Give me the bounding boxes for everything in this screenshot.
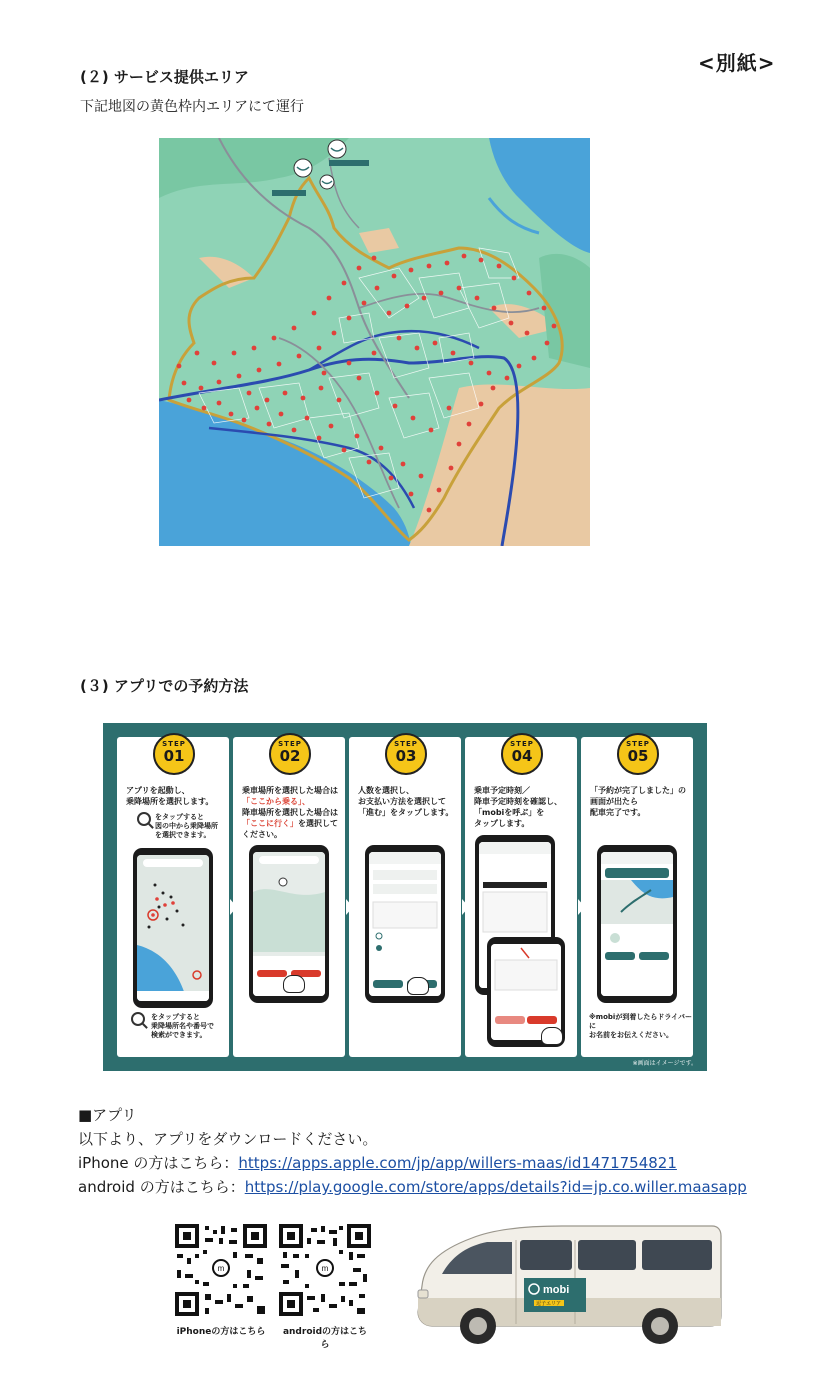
android-qr-code[interactable] (279, 1224, 371, 1316)
step-number: 03 (395, 747, 417, 765)
svg-text:m: m (217, 1264, 225, 1273)
betsushi-label: <別紙> (698, 51, 776, 75)
android-qr-block (279, 1224, 375, 1350)
step-number: 01 (163, 747, 185, 765)
step-badge-3 (385, 733, 427, 775)
tap-hand-icon (541, 1027, 563, 1045)
step-label: STEP (626, 740, 650, 748)
section3-title: (３) アプリでの予約方法 (80, 677, 249, 695)
iphone-prefix: iPhone の方はこちら： (78, 1154, 239, 1172)
step-badge-2 (269, 733, 311, 775)
van-sub-text: 逗子エリア (536, 1301, 562, 1307)
map-pin-icon (137, 812, 151, 826)
step-3-text: 人数を選択し、 お支払い方法を選択して 「進む」をタップします。 (358, 786, 454, 817)
step-label: STEP (162, 740, 186, 748)
step-1-note-top: をタップすると 図の中から乗降場所 を選択できます。 (155, 813, 218, 839)
step-card-1 (117, 737, 229, 1057)
step-badge-5 (617, 733, 659, 775)
step-badge-1 (153, 733, 195, 775)
step-card-2 (233, 737, 345, 1057)
app-download-line: 以下より、アプリをダウンロードください。 (78, 1130, 378, 1148)
android-app-link[interactable]: https://play.google.com/store/apps/details?id=jp.co.willer.maasapp (244, 1178, 747, 1196)
section2-description: 下記地図の黄色枠内エリアにて運行 (80, 99, 304, 115)
service-area-map (159, 138, 590, 546)
step-1-phone (133, 848, 213, 1008)
iphone-qr-block (175, 1224, 271, 1337)
iphone-qr-caption: iPhoneの方はこちら (176, 1327, 266, 1337)
step-2-text-5: を選択して ください。 (242, 819, 338, 839)
mobi-van-image (412, 1216, 724, 1348)
section2-title: (２) サービス提供エリア (80, 68, 249, 86)
step-4-text: 乗車予定時刻／ 降車予定時刻を確認し、 「mobiを呼ぶ」を タップします。 (474, 786, 562, 828)
step-1-text: アプリを起動し、 乗降場所を選択します。 (126, 786, 214, 806)
iphone-line (78, 1151, 747, 1175)
step-label: STEP (510, 740, 534, 748)
search-icon (131, 1012, 145, 1026)
tap-hand-icon (283, 975, 305, 993)
step-2-text-3: 降車場所を選択した場合は (242, 808, 338, 817)
app-heading: ■アプリ (78, 1106, 137, 1124)
step-5-note-bottom: ※mobiが到着したらドライバーに お名前をお伝えください。 (589, 1013, 692, 1039)
iphone-app-link[interactable]: https://apps.apple.com/jp/app/willers-maas/id1471754821 (238, 1154, 677, 1172)
step-number: 04 (511, 747, 533, 765)
step-2-text-highlight-1: 「ここから乗る」、 (242, 797, 310, 806)
iphone-qr-code[interactable] (175, 1224, 267, 1316)
step-1-note-bottom: をタップすると 乗降場所名や番号で 検索ができます。 (151, 1013, 214, 1039)
app-info (78, 1103, 747, 1199)
step-number: 02 (279, 747, 301, 765)
step-number: 05 (627, 747, 649, 765)
tap-hand-icon (407, 977, 429, 995)
step-5-text: 「予約が完了しました」の 画面が出たら 配車完了です。 (590, 786, 686, 817)
svg-text:m: m (321, 1264, 329, 1273)
android-line (78, 1175, 747, 1199)
step-label: STEP (278, 740, 302, 748)
step-2-text-1: 乗車場所を選択した場合は (242, 786, 338, 795)
reservation-steps-panel (103, 723, 707, 1071)
step-3-phone (365, 845, 445, 1003)
step-card-4 (465, 737, 577, 1057)
step-badge-4 (501, 733, 543, 775)
android-qr-caption: androidの方はこちら (282, 1327, 368, 1350)
step-2-text-highlight-2: 「ここに行く」 (242, 819, 298, 828)
android-prefix: android の方はこちら： (78, 1178, 245, 1196)
step-card-3 (349, 737, 461, 1057)
step-label: STEP (394, 740, 418, 748)
van-brand-text: mobi (543, 1284, 570, 1296)
step-5-phone (597, 845, 677, 1003)
step-2-text (242, 785, 342, 840)
image-note: ※画面はイメージです。 (632, 1060, 697, 1067)
step-card-5 (581, 737, 693, 1057)
